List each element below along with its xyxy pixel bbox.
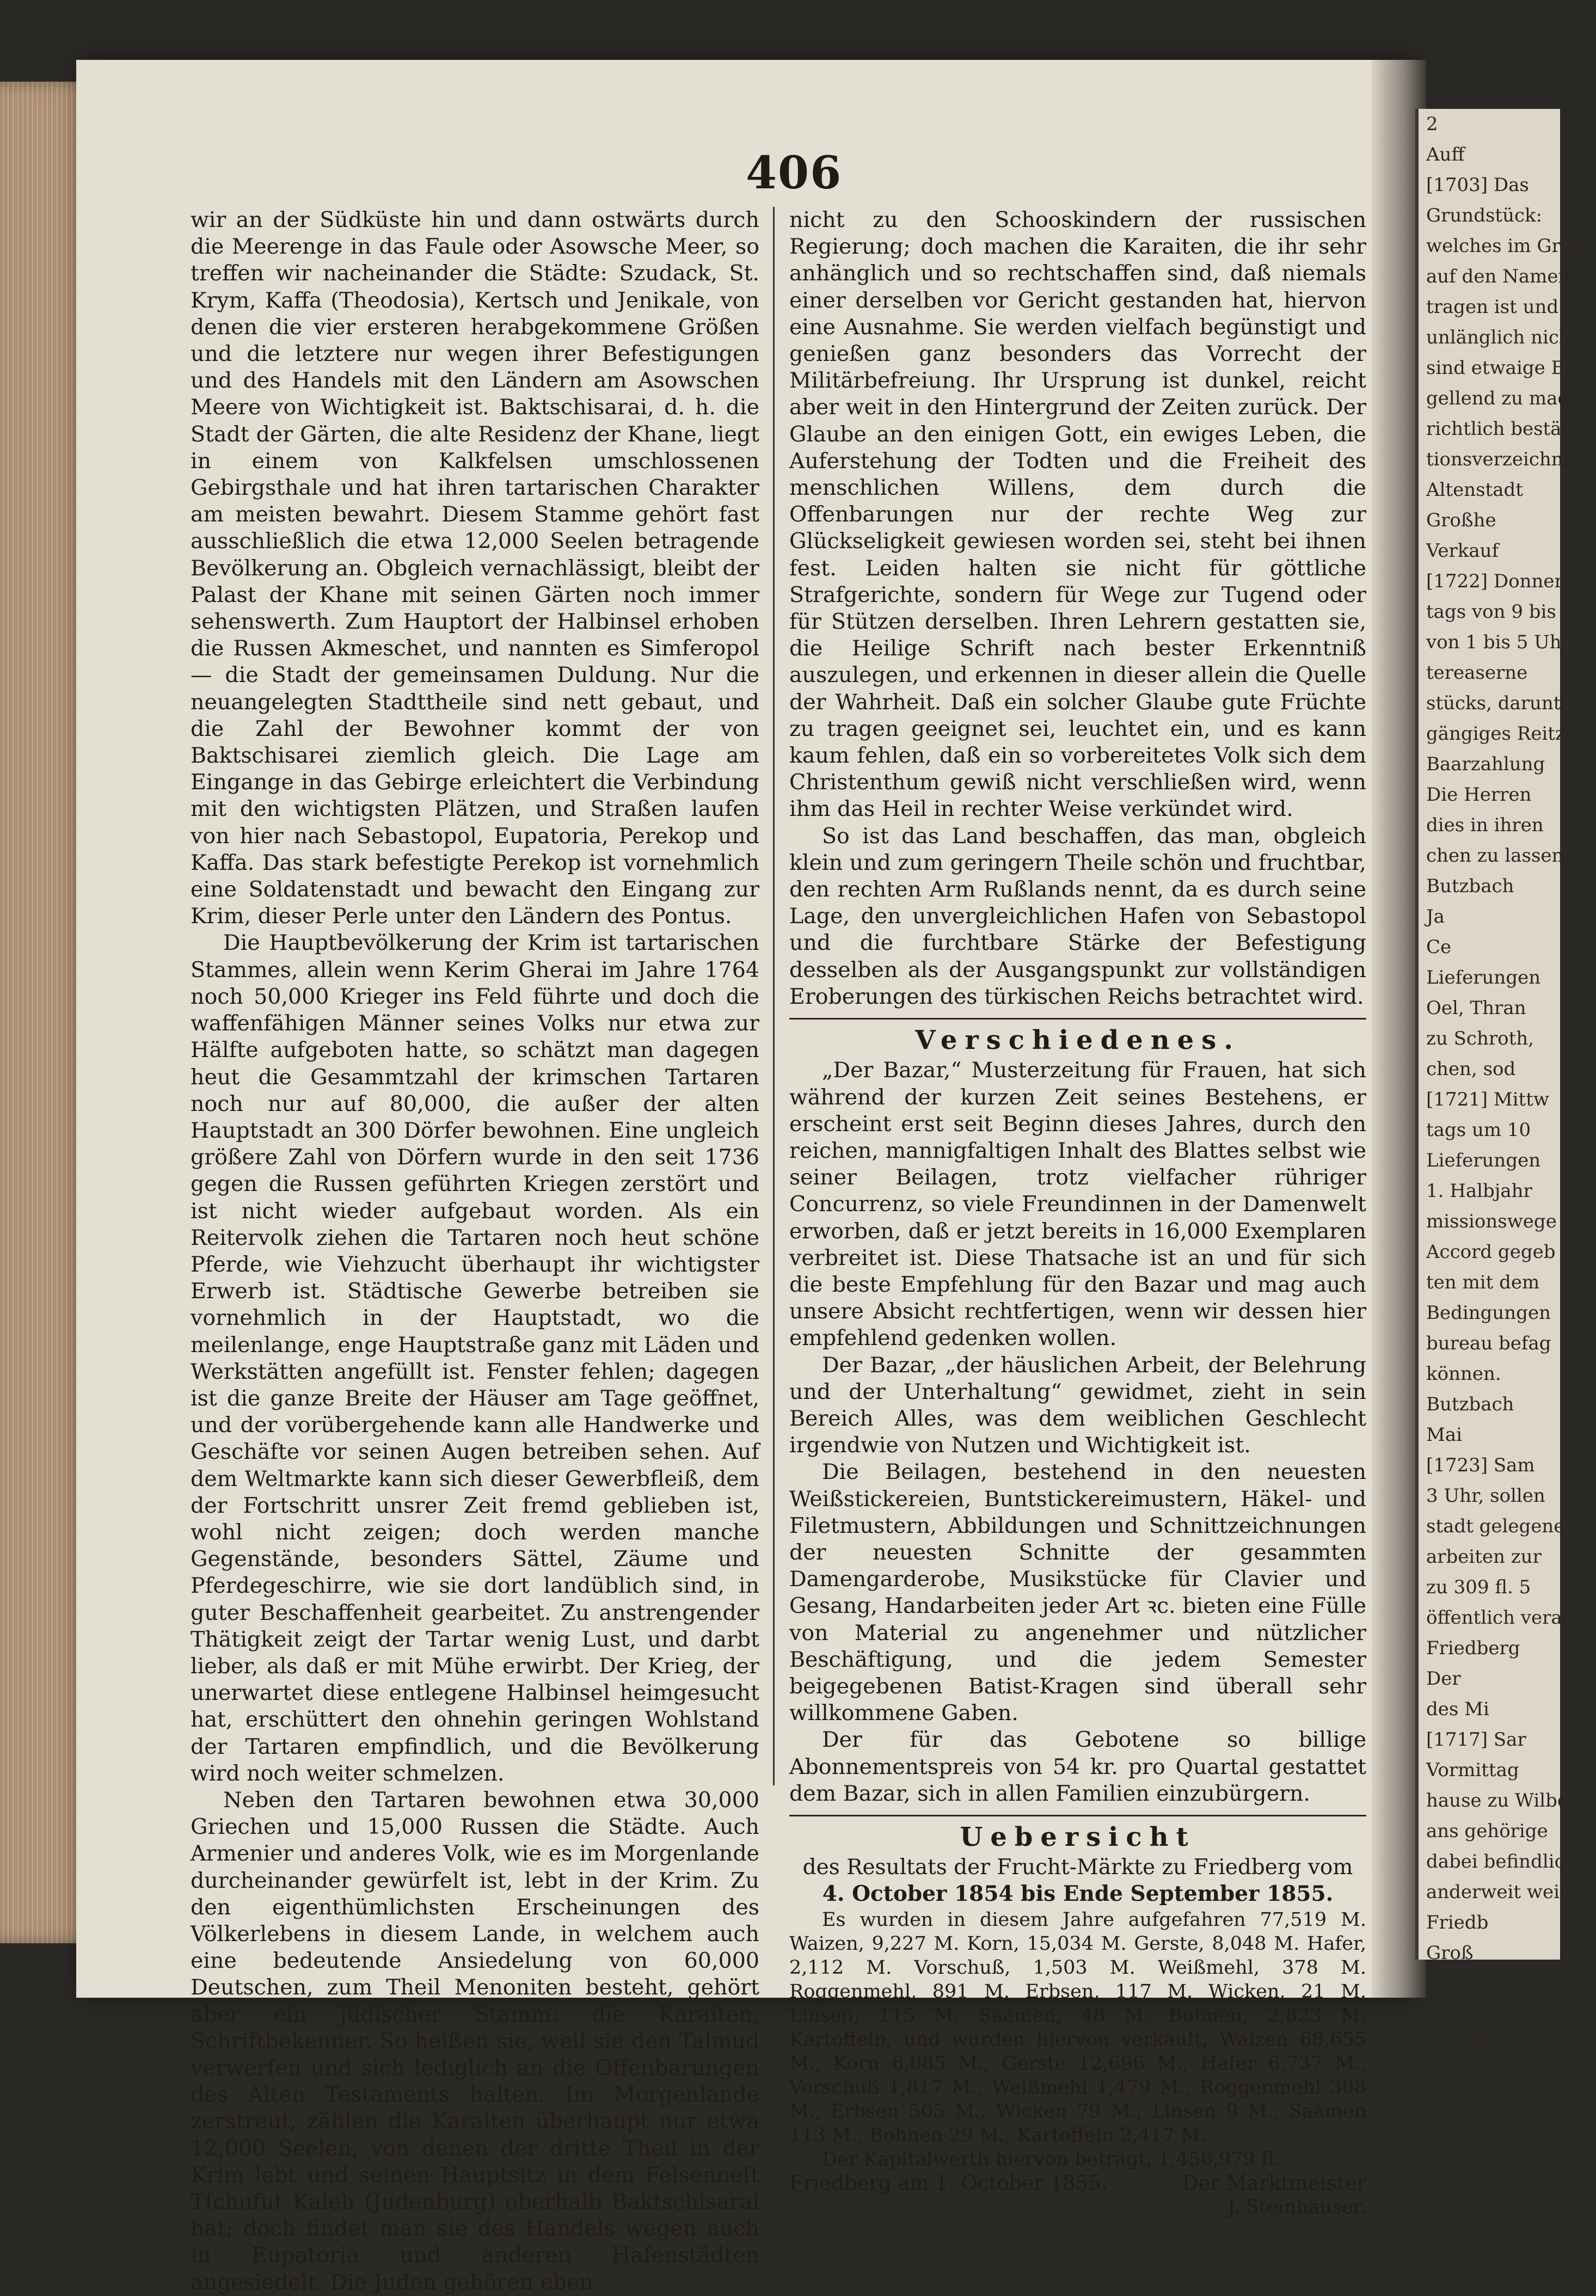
next-page-line: [1722] Donnerst	[1426, 570, 1580, 592]
next-page-line: 2	[1426, 113, 1438, 135]
misc-paragraph: Die Beilagen, bestehend in den neuesten Weißstickereien, Buntstickereimustern, Häkel- und Filetmustern, Abbildungen und Schnittzeichnungen der neuesten Schnitte der gesammten Damengarderobe, Musikstücke für Clavier und Gesang, Handarbeiten jeder Art ꝛc. bieten eine Fülle von Material zu angenehmer und nützlicher Beschäftigung, und die jedem Semester beigegebenen Batist-Kragen sind überall sehr willkommene Gaben.	[789, 1459, 1366, 1726]
next-page-line: [1723] Sam	[1426, 1454, 1535, 1476]
next-page-line: chen, sod	[1426, 1058, 1516, 1080]
next-page-line: ans gehörige	[1426, 1820, 1548, 1842]
next-page-line: zu Schroth,	[1426, 1028, 1534, 1049]
next-page-line: [1721] Mittw	[1426, 1089, 1549, 1110]
place-date: Friedberg am 1. October 1855.	[789, 2171, 1108, 2195]
overview-text: Es wurden in diesem Jahre aufgefahren 77,519 M. Waizen, 9,227 M. Korn, 15,034 M. Gerste, 8,048 M. Hafer, 2,112 M. Vorschuß, 1,503 M. Weißmehl, 378 M. Roggenmehl, 891 M. Erbsen, 117 M. Wicken, 21 M. Linsen, 115 M. Saamen, 48 M. Bohnen, 2,823 M. Kartoffeln, und wurden hiervon verkauft, Waizen 68,655 M., Korn 6,085 M., Gerste 12,696 M., Hafer 6,737 M., Vorschuß 1,817 M., Weißmehl 1,479 M., Roggenmehl 308 M., Erbsen 505 M., Wicken 79 M., Linsen 9 M., Saamen 113 M., Bohnen 29 M., Kartoffeln 2,417 M.	[789, 1908, 1366, 2146]
misc-paragraph: „Der Bazar,“ Musterzeitung für Frauen, hat sich während der kurzen Zeit seines Bestehens, er erscheint erst seit Beginn dieses Jahres, durch den reichen, mannigfaltigen Inhalt des Blattes selbst wie seiner Beilagen, trotz vielfacher rühriger Concurrenz, so viele Freundinnen in der Damenwelt erworben, daß er jetzt bereits in 16,000 Exemplaren verbreitet ist. Diese Thatsache ist an und für sich die beste Empfehlung für den Bazar und mag auch unsere Absicht rechtfertigen, wenn wir dessen hier empfehlend gedenken wollen.	[789, 1058, 1366, 1351]
next-page-line: Verkauf	[1426, 540, 1499, 562]
left-paragraph: Die Hauptbevölkerung der Krim ist tartarischen Stammes, allein wenn Kerim Gherai im Jahre 1764 noch 50,000 Krieger ins Feld führte und doch die waffenfähigen Männer seines Volks nur etwa zur Hälfte aufgeboten hatte, so schätzt man dagegen heut die Gesammtzahl der krimschen Tartaren noch nur auf 80,000, die außer der alten Hauptstadt an 300 Dörfer bewohnen. Eine ungleich größere Zahl von Dörfern wurde in den seit 1736 gegen die Russen geführten Kriegen zerstört und ist nicht wieder aufgebaut worden. Als ein Reitervolk ziehen die Tartaren noch heut schöne Pferde, wie Viehzucht überhaupt ihr wichtigster Erwerb ist. Städtische Gewerbe betreiben sie vornehmlich in der Hauptstadt, wo die meilenlange, enge Hauptstraße ganz mit Läden und Werkstätten angefüllt ist. Fenster fehlen; dagegen ist die ganze Breite der Häuser am Tage geöffnet, und der vorübergehende kann alle Handwerke und Geschäfte vor seinen Augen betreiben sehen. Auf dem Weltmarkte kann sich dieser Gewerbfleiß, dem der Fortschritt unsrer Zeit fremd geblieben ist, wohl nicht zeigen; doch werden manche Gegenstände, besonders Sättel, Zäume und Pferdegeschirre, wie sie dort landüblich sind, in guter Beschaffenheit gearbeitet. Zu anstrengender Thätigkeit zeigt der Tartar wenig Lust, und darbt lieber, als daß er mit Mühe erwirbt. Der Krieg, der unerwartet diese entlegene Halbinsel heimgesucht hat, erschüttert den ohnehin geringen Wohlstand der Tartaren empfindlich, und die Bevölkerung wird noch weiter schmelzen.	[191, 930, 759, 1786]
next-page-line: richtlich bestätigt	[1426, 418, 1594, 440]
next-page-line: sind etwaige Eige	[1426, 357, 1594, 379]
next-page-line: tionsverzeichniß	[1426, 449, 1582, 470]
next-page-line: Friedberg	[1426, 1637, 1520, 1659]
next-page-line: welches im Grund	[1426, 235, 1596, 257]
misc-paragraph: Der für das Gebotene so billige Abonnementspreis von 54 kr. pro Quartal gestattet dem Bazar, sich in allen Familien einzubürgern.	[789, 1727, 1366, 1806]
next-page-line: ten mit dem	[1426, 1272, 1540, 1293]
next-page-line: Ce	[1426, 936, 1452, 958]
next-page-line: Groß	[1426, 1942, 1474, 1964]
next-page-line: [1719] liegen	[1426, 1973, 1551, 1994]
next-page-line: tereaserne	[1426, 662, 1528, 684]
next-page-line: Die Herren	[1426, 784, 1532, 806]
section-heading-uebersicht: Uebersicht	[960, 1821, 1196, 1852]
next-page-line: 1. Halbjahr	[1426, 1180, 1532, 1202]
next-page-line: 3 Uhr, sollen	[1426, 1485, 1545, 1507]
right-paragraph: So ist das Land beschaffen, das man, obgleich klein und zum geringern Theile schön und fruchtbar, den rechten Arm Rußlands nennt, da es durch seine Lage, den unvergleichlichen Hafen von Sebastopol und die furchtbare Stärke der Befestigung desselben als der Ausgangspunkt zur vollständigen Eroberungen des türkischen Reichs betrachtet wird.	[789, 823, 1366, 1009]
next-page-line: Baarzahlung	[1426, 753, 1545, 775]
next-page-line: von 1 bis 5 Uh	[1426, 631, 1562, 653]
overview-date-range: 4. October 1854 bis Ende September 1855.	[822, 1881, 1334, 1907]
next-page-line: Butzbach	[1426, 875, 1514, 897]
left-paragraph: wir an der Südküste hin und dann ostwärts durch die Meerenge in das Faule oder Asowsche Meer, so treffen wir nacheinander die Städte: Szudack, St. Krym, Kaffa (Theodosia), Kertsch und Jenikale, von denen die vier ersteren herabgekommene Größen und die letztere nur wegen ihrer Befestigungen und des Handels mit den Ländern am Asowschen Meere von Wichtigkeit ist. Baktschisarai, d. h. die Stadt der Gärten, die alte Residenz der Khane, liegt in einem von Kalkfelsen umschlossenen Gebirgsthale und hat ihren tartarischen Charakter am meisten bewahrt. Diesem Stamme gehört fast ausschließlich die etwa 12,000 Seelen betragende Bevölkerung an. Obgleich vernachlässigt, bleibt der Palast der Khane mit seinen Gärten noch immer sehenswerth. Zum Hauptort der Halbinsel erhoben die Russen Akmeschet, und nannten es Simferopol — die Stadt der gemeinsamen Duldung. Nur die neuangelegten Stadttheile sind nett gebaut, und die Zahl der Bewohner kommt der von Baktschisarei ziemlich gleich. Die Lage am Eingange in das Gebirge erleichtert die Verbindung mit den wichtigsten Plätzen, und Straßen laufen von hier nach Sebastopol, Eupatoria, Perekop und Kaffa. Das stark befestigte Perekop ist vornehmlich eine Soldatenstadt und bewacht den Eingang zur Krim, dieser Perle unter den Ländern des Pontus.	[191, 207, 759, 929]
next-page-line: Friedb	[1426, 1912, 1489, 1933]
next-page-line: hause zu Wilbe	[1426, 1790, 1569, 1812]
right-column	[789, 207, 1366, 2219]
section-heading-verschiedenes: Verschiedenes.	[915, 1025, 1241, 1056]
next-page-line: Der	[1426, 1668, 1461, 1690]
next-page-line: zum Ausleihen	[1426, 2003, 1564, 2025]
capital-value: Der Kapitalwerth hiervon beträgt, 1,456,979 fl.	[822, 2148, 1280, 2170]
next-page-line: unlänglich nicht	[1426, 327, 1579, 348]
next-page-line: bureau befag	[1426, 1333, 1551, 1354]
next-page-line: gellend zu mach	[1426, 388, 1580, 409]
next-page-line: Accord gegeb	[1426, 1241, 1556, 1263]
left-paragraph: Neben den Tartaren bewohnen etwa 30,000 Griechen und 15,000 Russen die Städte. Auch Armenier und anderes Volk, wie es im Morgenlande durcheinander gewürfelt ist, lebt in der Krim. Zu den eigenthümlichsten Erscheinungen des Völkerlebens in diesem Lande, in welchem auch eine bedeutende Ansiedelung von 60,000 Deutschen, zum Theil Menoniten besteht, gehört aber ein jüdischer Stamm: die Karaiten, Schriftbekenner. So heißen sie, weil sie den Talmud verwerfen und sich lediglich an die Offenbarungen des Alten Testaments halten. Im Morgenlande zerstreut, zählen die Karaiten überhaupt nur etwa 12,000 Seelen, von denen der dritte Theil in der Krim lebt und seinen Hauptsitz in dem Felsenneſt Tſchufut Kaleh (Judenburg) oberhalb Baktschisarai hat; doch findet man sie des Handels wegen auch in Eupatoria und anderen Hafenstädten angesiedelt. Die Juden gehören eben	[191, 1787, 759, 2295]
next-page-line: missionswege	[1426, 1211, 1557, 1232]
next-page-line: stücks, darunter	[1426, 692, 1581, 714]
next-page-line: chen zu lassen.	[1426, 845, 1570, 867]
section-rule	[789, 1018, 1366, 1020]
next-page-line: Grundstück:	[1426, 205, 1543, 226]
next-page-line: stadt gelegenen	[1426, 1515, 1577, 1537]
misc-paragraph: Der Bazar, „der häuslichen Arbeit, der Belehrung und der Unterhaltung“ gewidmet, zieht in sein Bereich Alles, was dem weiblichen Geschlecht irgendwie von Nutzen und Wichtigkeit ist.	[789, 1352, 1366, 1458]
next-page-line: dabei befindlich	[1426, 1851, 1577, 1873]
next-page-line: tags von 9 bis	[1426, 601, 1556, 623]
left-column	[191, 207, 759, 2296]
next-page-fragment	[1415, 109, 1596, 2055]
next-page-line: Butzbach	[1426, 1393, 1514, 1415]
next-page-line: Lieferungen	[1426, 967, 1541, 989]
next-page-line: gängiges Reitze	[1426, 723, 1576, 745]
next-page-line: auf den Namen	[1426, 266, 1570, 287]
next-page-line: Lieferungen	[1426, 1150, 1541, 1171]
next-page-line: arbeiten zur	[1426, 1546, 1542, 1568]
next-page-line: tags um 10	[1426, 1119, 1531, 1141]
next-page-line: des Mi	[1426, 1698, 1489, 1720]
next-page-line: öffentlich veral	[1426, 1607, 1568, 1629]
next-page-line: Ja	[1426, 906, 1445, 928]
next-page-line: Oel, Thran	[1426, 997, 1526, 1019]
next-page-line: dies in ihren	[1426, 814, 1544, 836]
signature-line	[789, 2171, 1366, 2195]
next-page-line: Großhe	[1426, 509, 1496, 531]
next-page-line: Bedingungen	[1426, 1302, 1551, 1324]
next-page-line: Vormittag	[1426, 1759, 1519, 1781]
official-name: J. Steinhäuser.	[1227, 2196, 1366, 2218]
next-page-line: anderweit weiß	[1426, 1881, 1572, 1903]
official-title: Der Marktmeister	[1182, 2171, 1366, 2195]
next-page-line: Altenstadt	[1426, 479, 1523, 501]
column-divider	[773, 207, 775, 1785]
page-number: 406	[746, 147, 843, 199]
next-page-line: Mai	[1426, 1424, 1462, 1446]
next-page-line: können.	[1426, 1363, 1501, 1385]
next-page-line: zu 309 fl. 5	[1426, 1576, 1531, 1598]
next-page-line: [1703] Das	[1426, 174, 1529, 196]
next-page-line: tragen ist und	[1426, 296, 1559, 318]
overview-subtitle: des Resultats der Frucht-Märkte zu Friedberg vom	[802, 1855, 1353, 1880]
next-page-line: Auff	[1426, 144, 1465, 165]
section-rule	[789, 1815, 1366, 1816]
right-paragraph: nicht zu den Schooskindern der russischen Regierung; doch machen die Karaiten, die ihr sehr anhänglich und so rechtschaffen sind, daß niemals einer derselben vor Gericht gestanden hat, hiervon eine Ausnahme. Sie werden vielfach begünstigt und genießen ganz besonders das Vorrecht der Militärbefreiung. Ihr Ursprung ist dunkel, reicht aber weit in den Hintergrund der Zeiten zurück. Der Glaube an den einigen Gott, ein ewiges Leben, die Auferstehung der Todten und die Freiheit des menschlichen Willens, dem durch die Offenbarungen nur der rechte Weg zur Glückseligkeit gewiesen worden sei, steht bei ihnen fest. Leiden halten sie nicht für göttliche Strafgerichte, sondern für Wege zur Tugend oder für Stützen derselben. Ihren Lehrern gestatten sie, die Heilige Schrift nach bester Erkenntniß auszulegen, und erkennen in dieser allein die Quelle der Wahrheit. Daß ein solcher Glaube gute Früchte zu tragen geeignet sei, leuchtet ein, und es kann kaum fehlen, daß ein so vorbereitetes Volk sich dem Christenthum gewiß nicht verschließen wird, wenn ihm das Heil in rechter Weise verkündet wird.	[789, 207, 1366, 822]
next-page-line: Friedberg,	[1426, 2034, 1526, 2055]
next-page-line: [1717] Sar	[1426, 1729, 1526, 1751]
